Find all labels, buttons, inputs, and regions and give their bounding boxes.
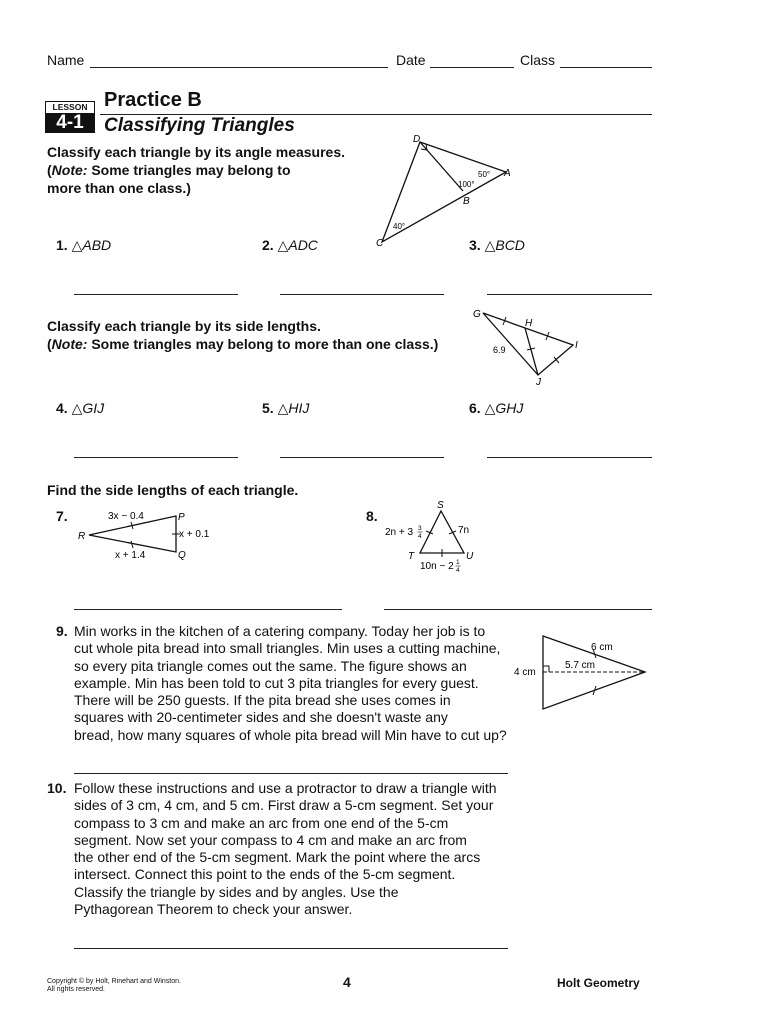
figure-triangle-ghij	[465, 305, 590, 390]
label-s: S	[437, 500, 444, 511]
problem-2: 2. △ADC	[262, 237, 318, 253]
side-st-frac-num: 3	[418, 525, 422, 532]
answer-line-3[interactable]	[487, 294, 652, 295]
date-blank[interactable]	[430, 67, 514, 68]
answer-line-9[interactable]	[74, 773, 508, 774]
page-number: 4	[343, 974, 351, 990]
copyright: Copyright © by Holt, Rinehart and Winston. All rights reserved.	[47, 978, 181, 993]
base-label: 4 cm	[514, 667, 536, 678]
side-su-label: 7n	[458, 525, 470, 536]
lesson-title: Classifying Triangles	[104, 115, 295, 136]
figure-pita-triangle	[505, 630, 655, 715]
problem-10-number: 10.	[47, 780, 67, 796]
problem-3: 3. △BCD	[469, 237, 525, 253]
name-label: Name	[47, 52, 85, 68]
problem-7-number: 7.	[56, 508, 68, 524]
answer-line-10[interactable]	[74, 948, 508, 949]
right-angle-mark	[543, 666, 549, 672]
section3-instruction: Find the side lengths of each triangle.	[47, 482, 299, 498]
label-r: R	[78, 531, 86, 542]
answer-line-8[interactable]	[384, 609, 652, 610]
side-rq-label: x + 1.4	[115, 550, 146, 561]
label-g: G	[473, 309, 481, 320]
angle-b-label: 100°	[458, 180, 475, 189]
section1-note-cont: more than one class.)	[47, 180, 191, 196]
problem-4: 4. △GIJ	[56, 400, 105, 416]
problem-5: 5. △HIJ	[262, 400, 310, 416]
side-tu-frac-num: 1	[456, 559, 460, 566]
section2-note: (Note: Some triangles may belong to more than one class.)	[47, 336, 439, 352]
label-a: A	[504, 168, 511, 179]
book-title: Holt Geometry	[557, 976, 640, 990]
lesson-badge-top: LESSON	[45, 101, 95, 114]
length-label: 6.9	[493, 345, 506, 355]
label-p: P	[178, 512, 185, 523]
problem-8-number: 8.	[366, 508, 378, 524]
label-u: U	[466, 551, 474, 562]
figure-triangle-abcd	[370, 130, 520, 250]
angle-a-label: 50°	[478, 170, 491, 179]
label-t: T	[408, 551, 415, 562]
section1-note: (Note: Some triangles may belong to	[47, 162, 291, 178]
answer-line-5[interactable]	[280, 457, 444, 458]
side-tu-label: 10n − 2	[420, 561, 454, 572]
problem-9-number: 9.	[56, 623, 68, 639]
section1-instruction: Classify each triangle by its angle measures.	[47, 144, 346, 160]
problem-6: 6. △GHJ	[469, 400, 524, 416]
side-st-label: 2n + 3	[385, 527, 414, 538]
label-j: J	[536, 377, 541, 388]
height-label: 5.7 cm	[565, 660, 596, 671]
problem-9-text: Min works in the kitchen of a catering company. Today her job is to cut whole pita bread into small triangles. Min uses a cutting machine, so every pita triangle comes out the same. The figure shows an example. Min has been told to cut 3 pita triangles for every guest. There will be 250 guests. If the pita bread she uses comes in squares with 20-centimeter sides and she doesn't waste any bread, how many squares of whole pita bread will Min have to cut up?	[74, 623, 507, 743]
answer-line-1[interactable]	[74, 294, 238, 295]
side-label: 6 cm	[591, 642, 613, 653]
class-blank[interactable]	[560, 67, 652, 68]
problem-10-text: Follow these instructions and use a protractor to draw a triangle with sides of 3 cm, 4 cm, and 5 cm. First draw a 5-cm segment. Set your compass to 3 cm and make an arc from one end of the 5-cm segment. Now set your compass to 4 cm and make an arc from the other end of the 5-cm segment. Mark the point where the arcs intersect. Connect this point to the ends of the 5-cm segment. Classify the triangle by sides and by angles. Use the Pythagorean Theorem to check your answer.	[74, 780, 497, 918]
label-c: C	[376, 238, 384, 249]
label-q: Q	[178, 550, 186, 561]
angle-c-label: 40°	[393, 222, 406, 231]
label-b: B	[463, 196, 470, 207]
label-i: I	[575, 340, 578, 351]
name-blank[interactable]	[90, 67, 388, 68]
answer-line-4[interactable]	[74, 457, 238, 458]
tick-rq	[131, 541, 133, 548]
figure-triangle-stu	[380, 497, 490, 577]
answer-line-2[interactable]	[280, 294, 444, 295]
side-rp-label: 3x − 0.4	[108, 511, 144, 522]
date-label: Date	[396, 52, 426, 68]
answer-line-7[interactable]	[74, 609, 342, 610]
lesson-badge-number: 4-1	[45, 113, 95, 133]
label-d: D	[413, 134, 421, 145]
class-label: Class	[520, 52, 556, 68]
practice-title: Practice B	[104, 89, 202, 111]
side-tu-frac-den: 4	[456, 567, 460, 574]
answer-line-6[interactable]	[487, 457, 652, 458]
figure-triangle-rpq	[75, 505, 225, 565]
label-h: H	[525, 318, 533, 329]
problem-1: 1. △ABD	[56, 237, 112, 253]
side-pq-label: x + 0.1	[179, 529, 210, 540]
side-st-frac-den: 4	[418, 533, 422, 540]
section2-instruction: Classify each triangle by its side lengths.	[47, 318, 321, 334]
